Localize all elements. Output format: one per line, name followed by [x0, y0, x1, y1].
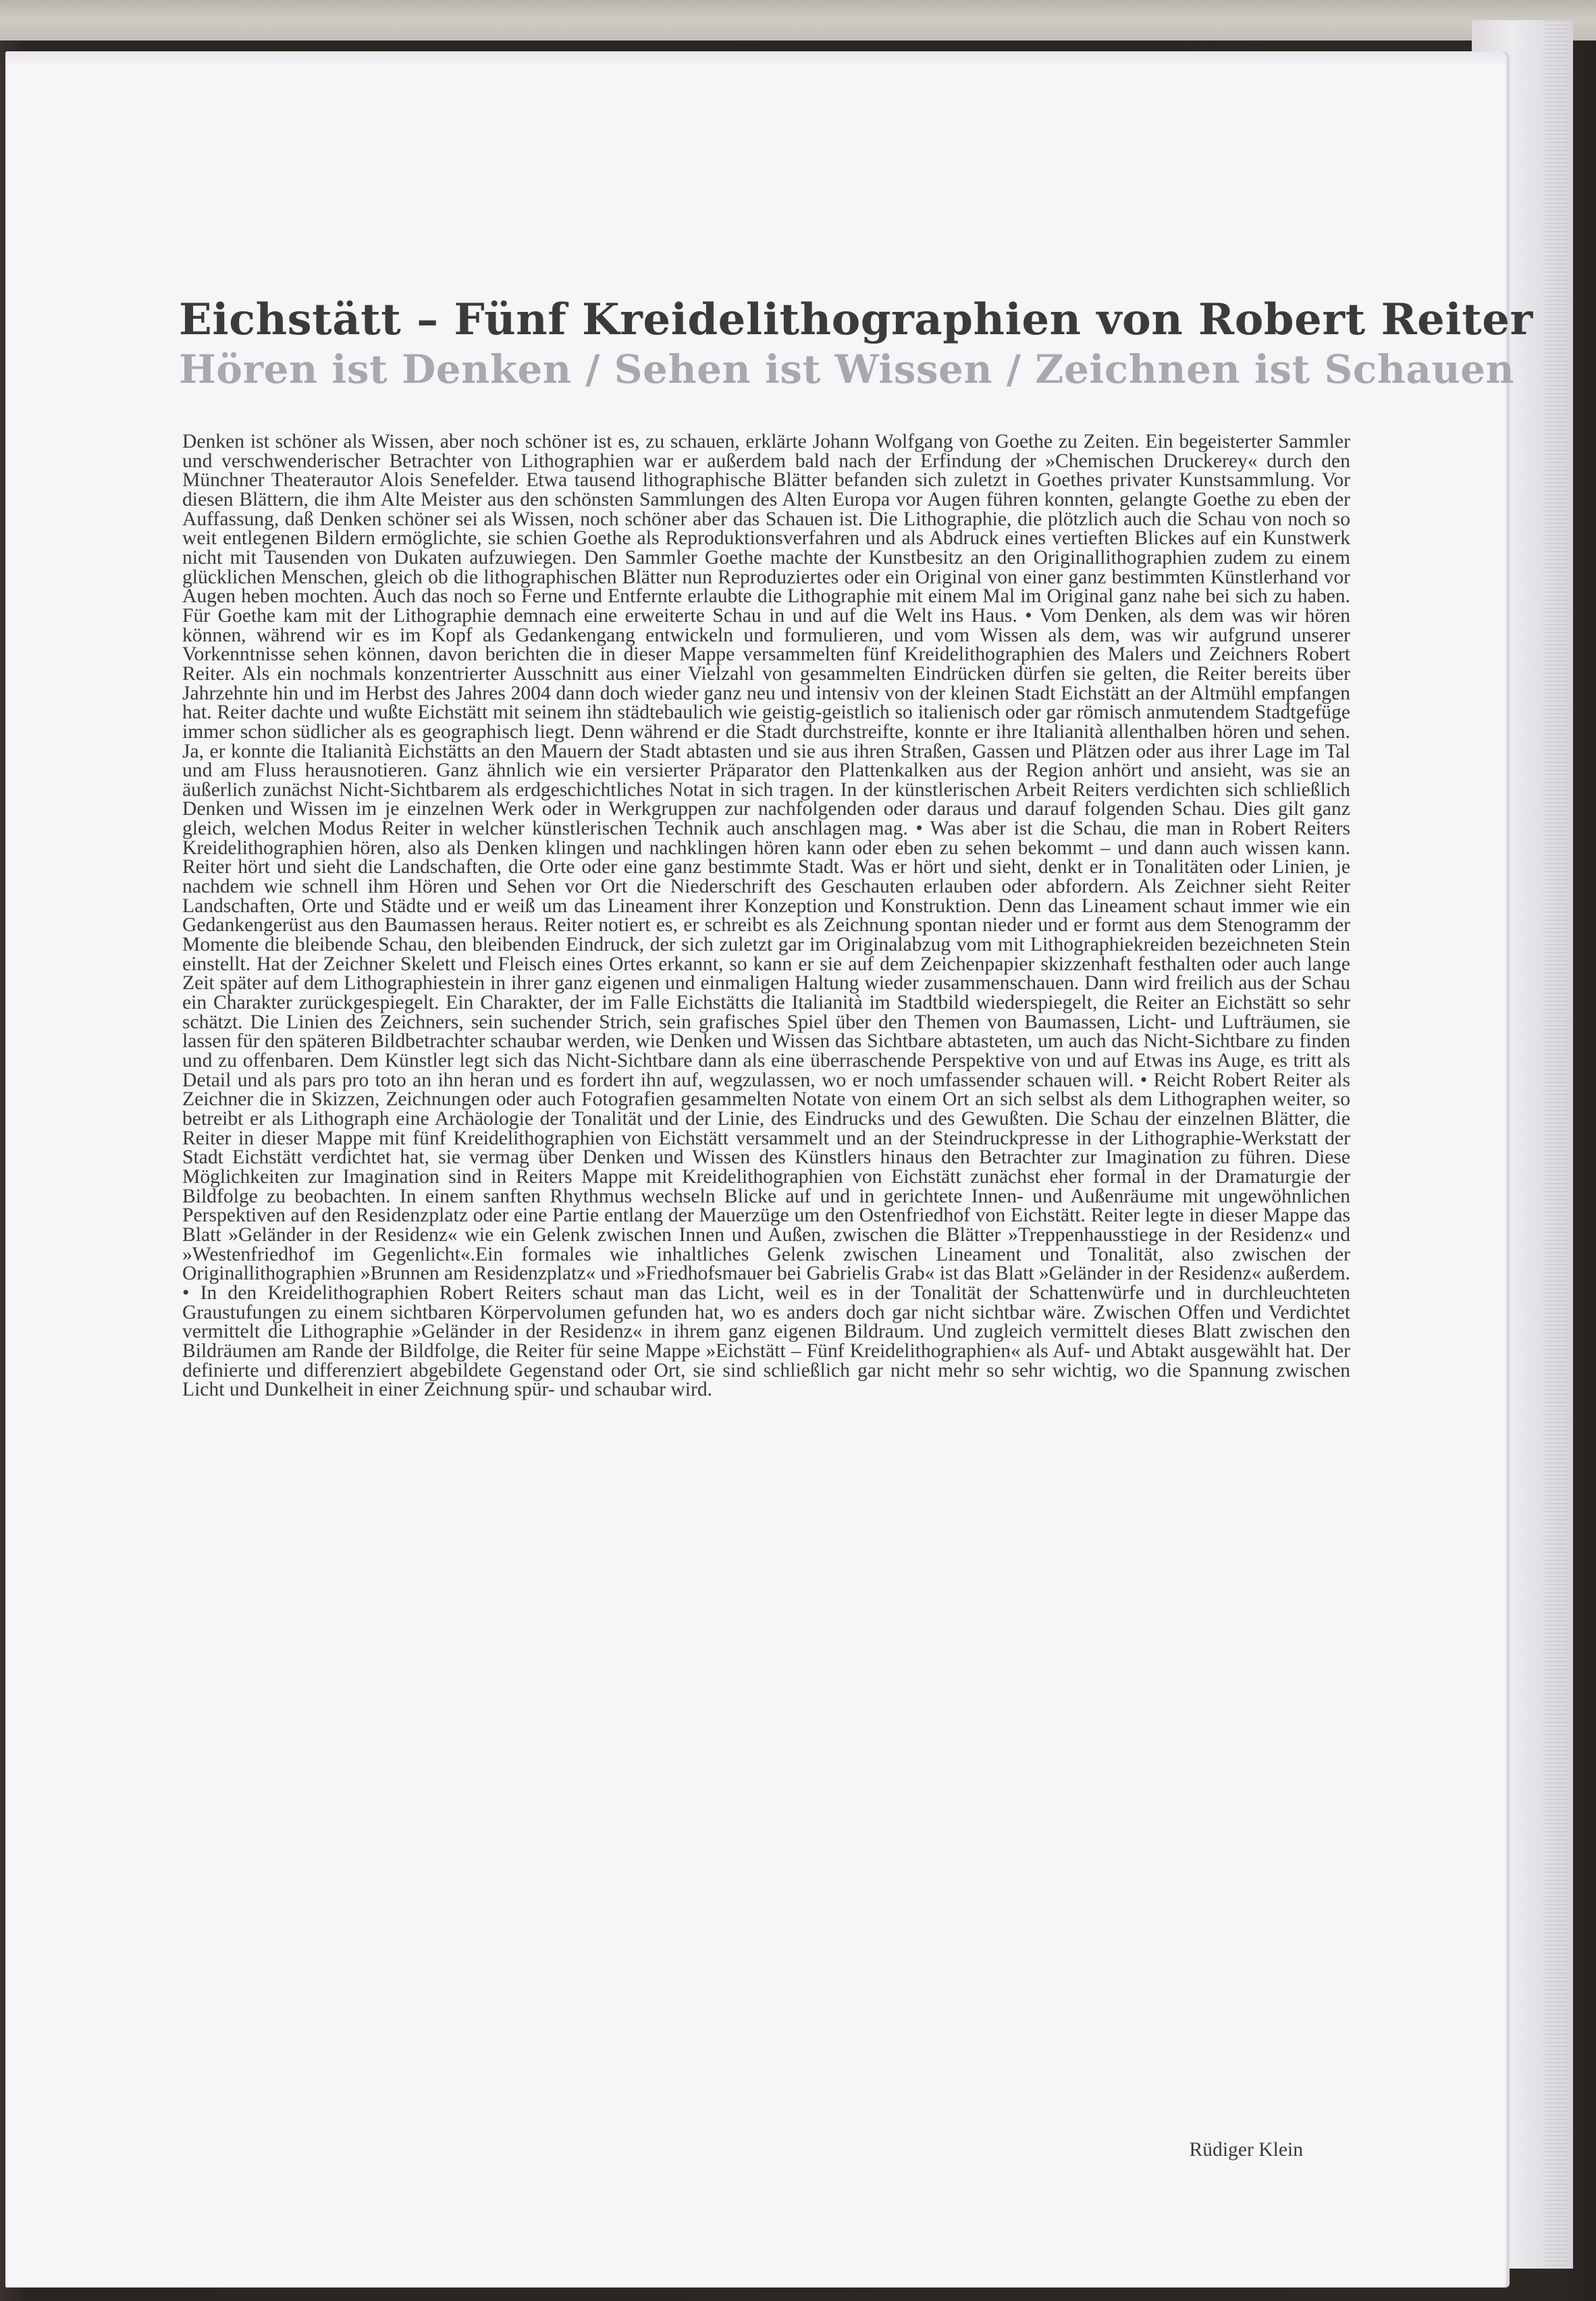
author-name: Rüdiger Klein — [1189, 2139, 1303, 2161]
article-title: Eichstätt – Fünf Kreidelithographien von Robert Reiter — [179, 294, 1533, 345]
article-subtitle: Hören ist Denken / Sehen ist Wissen / Zeichnen ist Schauen — [179, 346, 1515, 392]
article-body — [182, 432, 1350, 1400]
scan-bed-edge — [0, 0, 1596, 41]
body-paragraph: Denken ist schöner als Wissen, aber noch schöner ist es, zu schauen, erklärte Johann Wolfgang von Goethe zu Zeiten. Ein begeisterter Sammler und verschwenderischer Betrachter von Lithographien war er außerdem bald nach der Erfindung der »Chemischen Druckerey« durch den Münchner Theaterautor Alois Senefelder. Etwa tausend lithographische Blätter befanden sich zuletzt in Goethes privater Kunstsammlung. Vor diesen Blättern, die ihm Alte Meister aus den schönsten Sammlungen des Alten Europa vor Augen führen konnten, gelangte Goethe zu eben der Auffassung, daß Denken schöner sei als Wissen, noch schöner aber das Schauen ist. Die Lithographie, die plötzlich auch die Schau von noch so weit entlegenen Bildern ermöglichte, sie schien Goethe als Reproduktionsverfahren und als Abdruck eines vertieften Blickes auf ein Kunstwerk nicht mit Tausenden von Dukaten aufzuwiegen. Den Sammler Goethe machte der Kunstbesitz an den Originallithographien zudem zu einem glücklichen Menschen, gleich ob die lithographischen Blätter nun Reproduziertes oder ein Original von einer ganz bestimmten Künstlerhand vor Augen heben mochten. Auch das noch so Ferne und Entfernte erlaubte die Lithographie mit einem Mal im Original ganz nahe bei sich zu haben. Für Goethe kam mit der Lithographie demnach eine erweiterte Schau in und auf die Welt ins Haus. • Vom Denken, als dem was wir hören können, während wir es im Kopf als Gedankengang entwickeln und formulieren, und vom Wissen als dem, was wir aufgrund unserer Vorkenntnisse sehen können, davon berichten die in dieser Mappe versammelten fünf Kreidelithographien des Malers und Zeichners Robert Reiter. Als ein nochmals konzentrierter Ausschnitt aus einer Vielzahl von gesammelten Eindrücken dürfen sie gelten, die Reiter bereits über Jahrzehnte hin und im Herbst des Jahres 2004 dann doch wieder ganz neu und intensiv von der kleinen Stadt Eichstätt an der Altmühl empfangen hat. Reiter dachte und wußte Eichstätt mit seinem ihn städtebaulich wie geistig-geistlich so italienisch oder gar römisch anmutendem Stadtgefüge immer schon südlicher als es geographisch liegt. Denn während er die Stadt durchstreifte, konnte er ihre Italianità allenthalben hören und sehen. Ja, er konnte die Italianità Eichstätts an den Mauern der Stadt abtasten und sie aus ihren Straßen, Gassen und Plätzen oder aus ihrer Lage im Tal und am Fluss herausnotieren. Ganz ähnlich wie ein versierter Präparator den Plattenkalken aus der Region anhört und ansieht, was sie an äußerlich zunächst Nicht-Sichtbarem als erdgeschichtliches Notat in sich tragen. In der künstlerischen Arbeit Reiters verdichten sich schließlich Denken und Wissen im je einzelnen Werk oder in Werkgruppen zur nachfolgenden oder daraus und darauf folgenden Schau. Dies gilt ganz gleich, welchen Modus Reiter in welcher künstlerischen Technik auch anschlagen mag. • Was aber ist die Schau, die man in Robert Reiters Kreidelithographien hören, also als Denken klingen und nachklingen hören kann oder eben zu sehen bekommt – und dann auch wissen kann. Reiter hört und sieht die Landschaften, die Orte oder eine ganz bestimmte Stadt. Was er hört und sieht, denkt er in Tonalitäten oder Linien, je nachdem wie schnell ihm Hören und Sehen vor Ort die Niederschrift des Geschauten erlauben oder abfordern. Als Zeichner sieht Reiter Landschaften, Orte und Städte und er weiß um das Lineament ihrer Konzeption und Konstruktion. Denn das Lineament schaut immer wie ein Gedankengerüst aus den Baumassen heraus. Reiter notiert es, er schreibt es als Zeichnung spontan nieder und er formt aus dem Stenogramm der Momente die bleibende Schau, den bleibenden Eindruck, der sich zuletzt gar im Originalabzug vom mit Lithographiekreiden bezeichneten Stein einstellt. Hat der Zeichner Skelett und Fleisch eines Ortes erkannt, so kann er sie auf dem Zeichenpapier skizzenhaft festhalten oder auch lange Zeit später auf dem Lithographiestein in ihrer ganz eigenen und einmaligen Haltung wieder zusammenschauen. Dann wird freilich aus der Schau ein Charakter zurückgespiegelt. Ein Charakter, der im Falle Eichstätts die Italianità im Stadtbild wiederspiegelt, die Reiter an Eichstätt so sehr schätzt. Die Linien des Zeichners, sein suchender Strich, sein grafisches Spiel über den Themen von Baumassen, Licht- und Lufträumen, sie lassen für den späteren Bildbetrachter schaubar werden, wie Denken und Wissen das Sichtbare abtasteten, um auch das Nicht-Sichtbare zu finden und zu offenbaren. Dem Künstler legt sich das Nicht-Sichtbare dann als eine überraschende Perspektive von und auf Etwas ins Auge, es tritt als Detail und als pars pro toto an ihn heran und es fordert ihn auf, wegzulassen, wo er noch umfassender schauen will. • Reicht Robert Reiter als Zeichner die in Skizzen, Zeichnungen oder auch Fotografien gesammelten Notate von einem Ort an sich selbst als dem Lithographen weiter, so betreibt er als Lithograph eine Archäologie der Tonalität und der Linie, des Eindrucks und des Gewußten. Die Schau der einzelnen Blätter, die Reiter in dieser Mappe mit fünf Kreidelithographien von Eichstätt versammelt und an der Steindruckpresse in der Lithographie-Werkstatt der Stadt Eichstätt verdichtet hat, sie vermag über Denken und Wissen des Künstlers hinaus den Betrachter zur Imagination zu führen. Diese Möglichkeiten zur Imagination sind in Reiters Mappe mit Kreidelithographien von Eichstätt zunächst eher formal in der Dramaturgie der Bildfolge zu beobachten. In einem sanften Rhythmus wechseln Blicke auf und in gerichtete Innen- und Außenräume mit ungewöhnlichen Perspektiven auf den Residenzplatz oder eine Partie entlang der Mauerzüge um den Ostenfriedhof von Eichstätt. Reiter legte in dieser Mappe das Blatt »Geländer in der Residenz« wie ein Gelenk zwischen Innen und Außen, zwischen die Blätter »Treppenhausstiege in der Residenz« und »Westenfriedhof im Gegenlicht«.Ein formales wie inhaltliches Gelenk zwischen Lineament und Tonalität, also zwischen der Originallithographien »Brunnen am Residenzplatz« und »Friedhofsmauer bei Gabrielis Grab« ist das Blatt »Geländer in der Residenz« außerdem. • In den Kreidelithographien Robert Reiters schaut man das Licht, weil es in der Tonalität der Schattenwürfe und in durchleuchteten Graustufungen zu einem sichtbaren Körpervolumen gefunden hat, wo es anders doch gar nicht sichtbar wäre. Zwischen Offen und Verdichtet vermittelt die Lithographie »Geländer in der Residenz« in ihrem ganz eigenen Bildraum. Und zugleich vermittelt dieses Blatt zwischen den Bildräumen am Rande der Bildfolge, die Reiter für seine Mappe »Eichstätt – Fünf Kreidelithographien« als Auf- und Abtakt ausgewählt hat. Der definierte und differenziert abgebildete Gegenstand oder Ort, sie sind schließlich gar nicht mehr so sehr wichtig, wo die Spannung zwischen Licht und Dunkelheit in einer Zeichnung spür- und schaubar wird. — [182, 431, 1350, 1401]
page-sheet — [5, 51, 1533, 2287]
